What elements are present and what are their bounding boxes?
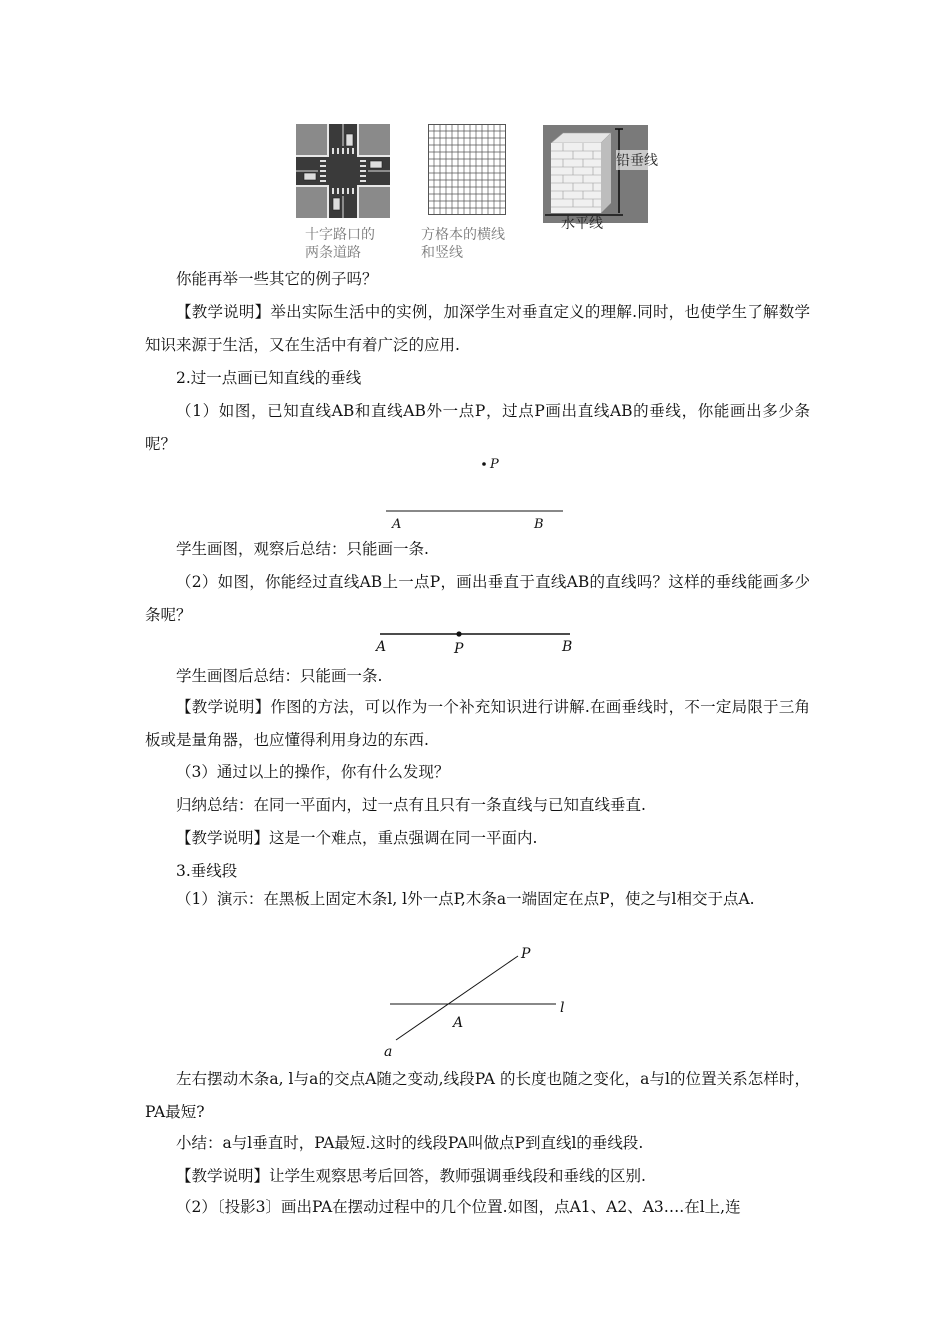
paragraph-16: 【教学说明】让学生观察思考后回答，教师强调垂线段和垂线的区别. [176, 1167, 646, 1185]
section-heading-2: 2.过一点画已知直线的垂线 [176, 369, 362, 387]
point-p-on-line [456, 631, 461, 636]
point-a-label: A [392, 517, 402, 532]
paragraph-17: （2）〔投影3〕画出PA在摆动过程中的几个位置.如图，点A1、A2、A3….在l上,连 [176, 1198, 741, 1216]
diagram-perpendicular-segment [378, 940, 578, 1060]
paragraph-14: 左右摆动木条a, l与a的交点A随之变动,线段PA 的长度也随之变化，a与l的位置关系怎样时，PA最短? [145, 1070, 810, 1121]
section-heading-3: 3.垂线段 [176, 862, 238, 880]
label-p-3: P [521, 946, 531, 962]
label-a-line: a [384, 1044, 393, 1060]
label-b-2: B [562, 639, 573, 655]
paragraph-5: 学生画图，观察后总结：只能画一条. [176, 540, 429, 558]
horizontal-line-label: 水平线 [561, 216, 603, 232]
grid-caption-line1: 方格本的横线 [421, 227, 505, 243]
paragraph-2: 【教学说明】举出实际生活中的实例，加深学生对垂直定义的理解.同时，也使学生了解数学知识来源于生活，又在生活中有着广泛的应用. [145, 303, 810, 354]
grid-paper-image [428, 124, 506, 215]
point-b-label: B [534, 517, 544, 532]
point-p-label: P [490, 457, 499, 472]
paragraph-7: 学生画图后总结：只能画一条. [176, 667, 383, 685]
label-p-2: P [454, 641, 464, 657]
crossroad-caption-line1: 十字路口的 [305, 227, 375, 243]
paragraph-8: 【教学说明】作图的方法，可以作为一个补充知识进行讲解.在画垂线时，不一定局限于三角板或是量角器，也应懂得利用身边的东西. [145, 698, 810, 749]
paragraph-10: 归纳总结：在同一平面内，过一点有且只有一条直线与已知直线垂直. [176, 796, 646, 814]
point-p-dot [482, 462, 486, 466]
grid-caption [421, 226, 505, 262]
paragraph-11: 【教学说明】这是一个难点，重点强调在同一平面内. [176, 829, 538, 847]
label-l: l [560, 1000, 565, 1016]
crossroad-caption-line2: 两条道路 [305, 245, 361, 261]
paragraph-13: （1）演示：在黑板上固定木条l, l外一点P,木条a一端固定在点P，使之与l相交于点A. [176, 890, 755, 908]
diagram-point-outside-line [380, 452, 580, 537]
diagram-point-on-line [370, 624, 590, 658]
paragraph-15: 小结：a与l垂直时，PA最短.这时的线段PA叫做点P到直线l的垂线段. [176, 1134, 644, 1152]
grid-caption-line2: 和竖线 [421, 245, 463, 261]
crossroad-image [296, 124, 390, 218]
paragraph-4: （1）如图，已知直线AB和直线AB外一点P，过点P画出直线AB的垂线，你能画出多少条呢？ [145, 402, 810, 453]
crossroad-caption [305, 226, 375, 262]
plumb-line-label: 铅垂线 [616, 150, 658, 170]
brick-wall-image [543, 125, 648, 223]
label-a-2: A [376, 639, 387, 655]
paragraph-6: （2）如图，你能经过直线AB上一点P，画出垂直于直线AB的直线吗？这样的垂线能画多少条呢？ [145, 573, 810, 624]
paragraph-1: 你能再举一些其它的例子吗？ [176, 270, 378, 288]
label-a-point: A [453, 1015, 464, 1031]
paragraph-9: （3）通过以上的操作，你有什么发现？ [176, 763, 450, 781]
